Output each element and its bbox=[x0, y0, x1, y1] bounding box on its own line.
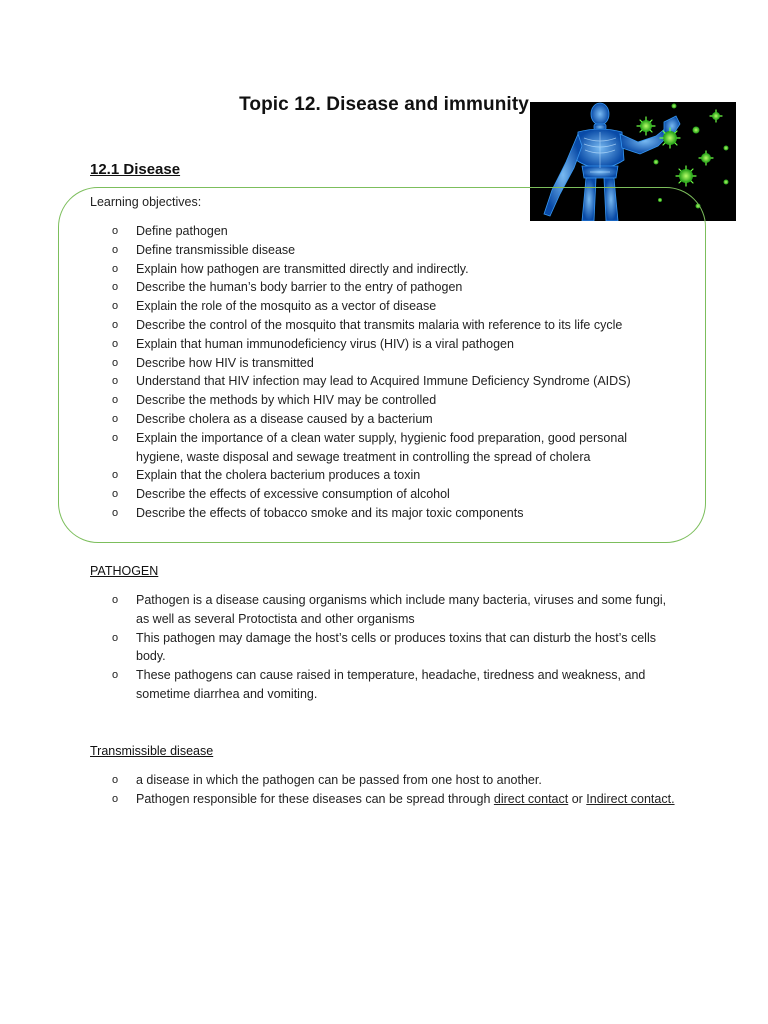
list-item: o Explain how pathogen are transmitted directly and indirectly. bbox=[112, 260, 672, 279]
list-item: o Describe the methods by which HIV may be controlled bbox=[112, 391, 672, 410]
list-item: o Pathogen is a disease causing organisms which include many bacteria, viruses and some fungi, as well as several Protoctista and other organisms bbox=[112, 593, 667, 626]
list-item: o Define transmissible disease bbox=[112, 241, 672, 260]
list-item: o Describe how HIV is transmitted bbox=[112, 354, 672, 373]
list-item: o a disease in which the pathogen can be passed from one host to another. bbox=[112, 771, 692, 790]
bullet-icon: o bbox=[112, 631, 119, 644]
list-item: o Describe cholera as a disease caused by a bacterium bbox=[112, 410, 672, 429]
indirect-contact-text: Indirect contact. bbox=[586, 791, 675, 806]
list-item: o Define pathogen bbox=[112, 222, 672, 241]
list-item: o Describe the human’s body barrier to the entry of pathogen bbox=[112, 278, 672, 297]
bullet-icon: o bbox=[112, 774, 119, 786]
list-item: o Understand that HIV infection may lead to Acquired Immune Deficiency Syndrome (AIDS) bbox=[112, 372, 672, 391]
bullet-icon: o bbox=[112, 412, 119, 425]
bullet-icon: o bbox=[112, 337, 119, 350]
list-item: o Describe the effects of tobacco smoke and its major toxic components bbox=[112, 504, 672, 523]
bullet-icon: o bbox=[112, 243, 119, 256]
bullet-icon: o bbox=[112, 262, 119, 275]
list-item: o Pathogen responsible for these diseases can be spread through direct contact or Indirect contact. bbox=[112, 790, 692, 809]
direct-contact-text: direct contact bbox=[493, 791, 569, 806]
list-item: o These pathogens can cause raised in temperature, headache, tiredness and weakness, and sometime diarrhea and vomiting. bbox=[112, 668, 646, 701]
transmissible-disease-list bbox=[112, 771, 692, 809]
list-item: o Explain that human immunodeficiency virus (HIV) is a viral pathogen bbox=[112, 335, 672, 354]
section-heading: 12.1 Disease bbox=[90, 161, 181, 178]
bullet-icon: o bbox=[112, 300, 119, 313]
bullet-icon: o bbox=[112, 792, 119, 805]
bullet-icon: o bbox=[112, 488, 119, 501]
pathogen-heading: PATHOGEN bbox=[90, 564, 159, 578]
bullet-icon: o bbox=[112, 669, 119, 682]
bullet-icon: o bbox=[112, 375, 119, 388]
list-item: o Explain the role of the mosquito as a vector of disease bbox=[112, 297, 672, 316]
learning-objectives-label: Learning objectives: bbox=[90, 195, 202, 209]
list-item: o This pathogen may damage the host’s cells or produces toxins that can disturb the host’s cells body. bbox=[112, 630, 656, 664]
list-item: o Explain the importance of a clean water supply, hygienic food preparation, good personal hygiene, waste disposal and sewage treatment in controlling the spread of cholera bbox=[112, 430, 628, 464]
pathogen-list bbox=[112, 591, 672, 704]
bullet-icon: o bbox=[112, 318, 119, 331]
list-item: o Describe the effects of excessive consumption of alcohol bbox=[112, 485, 672, 504]
bullet-icon: o bbox=[112, 225, 119, 237]
transmissible-disease-heading: Transmissible disease bbox=[90, 744, 214, 758]
bullet-icon: o bbox=[112, 394, 119, 407]
list-item: o Explain that the cholera bacterium produces a toxin bbox=[112, 466, 672, 485]
bullet-icon: o bbox=[112, 281, 119, 294]
bullet-icon: o bbox=[112, 469, 119, 482]
bullet-icon: o bbox=[112, 594, 119, 606]
bullet-icon: o bbox=[112, 431, 119, 444]
bullet-icon: o bbox=[112, 356, 119, 369]
learning-objectives-list bbox=[112, 222, 672, 523]
page-title: Topic 12. Disease and immunity bbox=[239, 94, 529, 115]
bullet-icon: o bbox=[112, 506, 119, 519]
list-item: o Describe the control of the mosquito that transmits malaria with reference to its life cycle bbox=[112, 316, 672, 335]
